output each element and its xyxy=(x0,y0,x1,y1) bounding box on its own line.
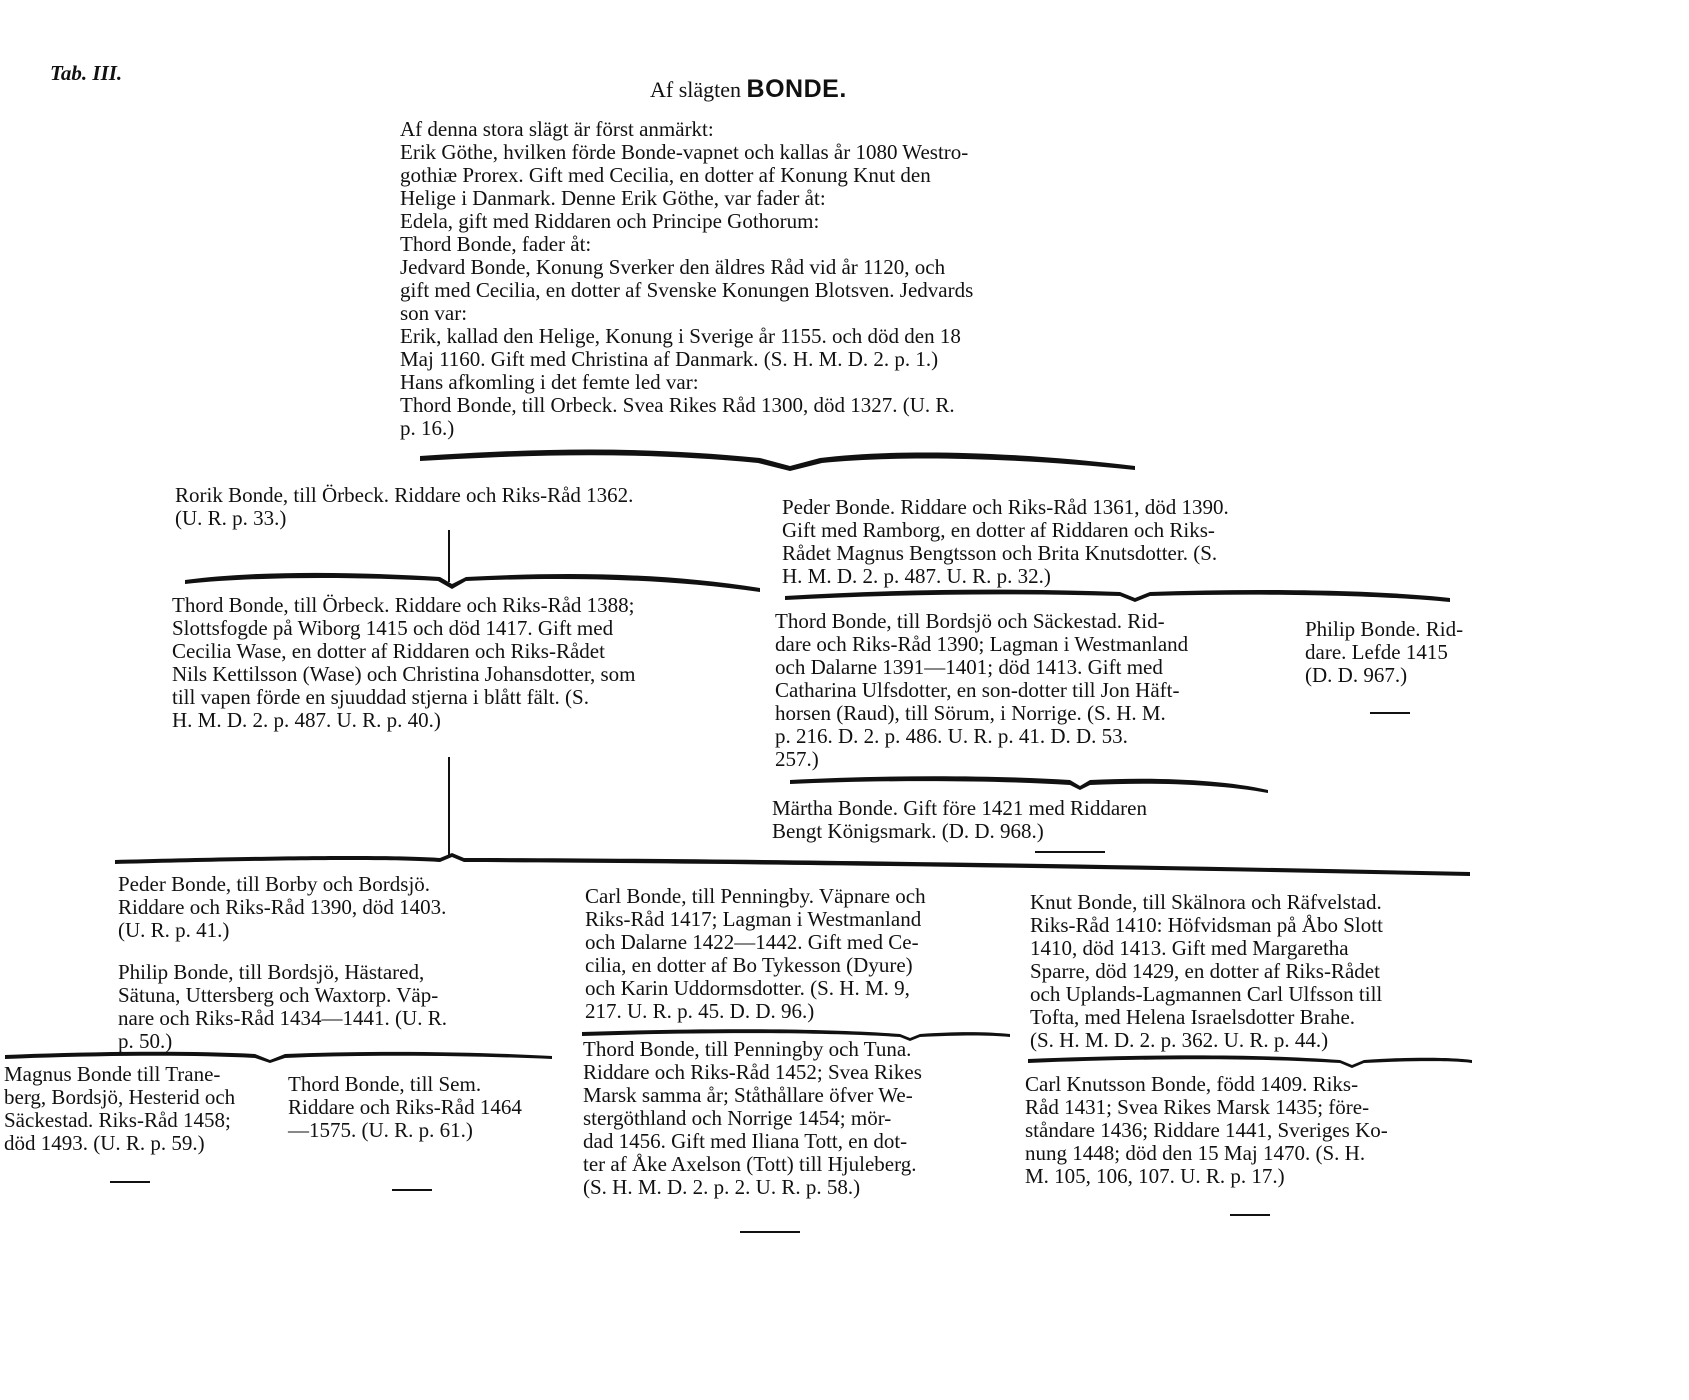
entry-line: Thord Bonde, till Örbeck. Riddare och Riks-Råd 1388; xyxy=(172,593,635,617)
intro-line: gothiæ Prorex. Gift med Cecilia, en dotter af Konung Knut den xyxy=(400,163,931,187)
entry-carl-bonde xyxy=(585,885,1005,1023)
intro-line: Maj 1160. Gift med Christina af Danmark. (S. H. M. D. 2. p. 1.) xyxy=(400,347,939,371)
entry-line: cilia, en dotter af Bo Tykesson (Dyure) xyxy=(585,953,913,977)
entry-line: 257.) xyxy=(775,747,819,771)
entry-line: nung 1448; död den 15 Maj 1470. (S. H. xyxy=(1025,1141,1366,1165)
entry-line: Philip Bonde, till Bordsjö, Hästared, xyxy=(118,960,425,984)
entry-line: Sparre, död 1429, en dotter af Riks-Rådet xyxy=(1030,959,1380,983)
entry-philip-bonde-bordsjo xyxy=(118,961,508,1053)
brace-thord-bordsjo xyxy=(790,776,1268,793)
entry-line: berg, Bordsjö, Hesterid och xyxy=(4,1085,236,1109)
entry-line: (S. H. M. D. 2. p. 2. U. R. p. 58.) xyxy=(583,1175,861,1199)
entry-line: p. 50.) xyxy=(118,1029,173,1053)
entry-line: dare. Lefde 1415 xyxy=(1305,640,1448,664)
entry-line: Marsk samma år; Ståthållare öfver We- xyxy=(583,1083,913,1107)
entry-line: Peder Bonde, till Borby och Bordsjö. xyxy=(118,872,431,896)
entry-carl-knutsson-bonde xyxy=(1025,1073,1470,1188)
entry-line: Carl Bonde, till Penningby. Väpnare och xyxy=(585,884,926,908)
intro-line: Af denna stora slägt är först anmärkt: xyxy=(400,117,714,141)
entry-line: Carl Knutsson Bonde, född 1409. Riks- xyxy=(1025,1072,1359,1096)
entry-line: Thord Bonde, till Penningby och Tuna. xyxy=(583,1037,912,1061)
entry-rorik-bonde xyxy=(175,484,755,530)
entry-line: horsen (Raud), till Sörum, i Norrige. (S. H. M. xyxy=(775,701,1166,725)
entry-thord-bonde-tuna xyxy=(583,1038,998,1199)
entry-line: —1575. (U. R. p. 61.) xyxy=(288,1118,473,1142)
intro-line: son var: xyxy=(400,301,468,325)
brace-rorik xyxy=(185,573,760,592)
intro-line: Helige i Danmark. Denne Erik Göthe, var fader åt: xyxy=(400,186,826,210)
entry-line: stergöthland och Norrige 1454; mör- xyxy=(583,1106,892,1130)
brace-knut xyxy=(1028,1055,1472,1068)
entry-line: Gift med Ramborg, en dotter af Riddaren och Riks- xyxy=(782,518,1215,542)
entry-magnus-bonde xyxy=(4,1063,266,1155)
intro-line: Erik Göthe, hvilken förde Bonde-vapnet och kallas år 1080 Westro- xyxy=(400,140,969,164)
entry-line: ter af Åke Axelson (Tott) till Hjuleberg. xyxy=(583,1152,917,1176)
entry-line: dad 1456. Gift med Iliana Tott, en dot- xyxy=(583,1129,908,1153)
entry-line: dare och Riks-Råd 1390; Lagman i Westmanland xyxy=(775,632,1189,656)
intro-line: Thord Bonde, till Orbeck. Svea Rikes Råd 1300, död 1327. (U. R. xyxy=(400,393,955,417)
entry-line: Cecilia Wase, en dotter af Riddaren och Riks-Rådet xyxy=(172,639,605,663)
intro-line: Jedvard Bonde, Konung Sverker den äldres Råd vid år 1120, och xyxy=(400,255,946,279)
entry-line: (U. R. p. 33.) xyxy=(175,506,287,530)
entry-line: (S. H. M. D. 2. p. 362. U. R. p. 44.) xyxy=(1030,1028,1329,1052)
entry-thord-bonde-bordsjo xyxy=(775,610,1275,771)
entry-line: Catharina Ulfsdotter, en son-dotter till Jon Häft- xyxy=(775,678,1180,702)
entry-line: död 1493. (U. R. p. 59.) xyxy=(4,1131,205,1155)
entry-line: H. M. D. 2. p. 487. U. R. p. 32.) xyxy=(782,564,1051,588)
entry-line: M. 105, 106, 107. U. R. p. 17.) xyxy=(1025,1164,1285,1188)
title-family: BONDE. xyxy=(746,75,847,103)
entry-line: Tofta, med Helena Israelsdotter Brahe. xyxy=(1030,1005,1356,1029)
entry-line: Riks-Råd 1410: Höfvidsman på Åbo Slott xyxy=(1030,913,1383,937)
entry-line: 217. U. R. p. 45. D. D. 96.) xyxy=(585,999,815,1023)
entry-thord-bonde-sem xyxy=(288,1073,556,1142)
intro-block xyxy=(400,118,1130,440)
entry-line: nare och Riks-Råd 1434—1441. (U. R. xyxy=(118,1006,447,1030)
entry-thord-bonde-orbeck xyxy=(172,594,732,732)
entry-philip-bonde-1415 xyxy=(1305,618,1495,687)
entry-line: och Uplands-Lagmannen Carl Ulfsson till xyxy=(1030,982,1383,1006)
intro-line: Thord Bonde, fader åt: xyxy=(400,232,592,256)
entry-line: Slottsfogde på Wiborg 1415 och död 1417. Gift med xyxy=(172,616,614,640)
entry-line: Rådet Magnus Bengtsson och Brita Knutsdotter. (S. xyxy=(782,541,1218,565)
entry-line: H. M. D. 2. p. 487. U. R. p. 40.) xyxy=(172,708,441,732)
entry-line: Riddare och Riks-Råd 1390, död 1403. xyxy=(118,895,447,919)
entry-line: Thord Bonde, till Sem. xyxy=(288,1072,482,1096)
entry-line: till vapen förde en sjuuddad stjerna i blått fält. (S. xyxy=(172,685,589,709)
intro-line: Erik, kallad den Helige, Konung i Sverige år 1155. och död den 18 xyxy=(400,324,961,348)
entry-line: Sätuna, Uttersberg och Waxtorp. Väp- xyxy=(118,983,439,1007)
entry-line: (U. R. p. 41.) xyxy=(118,918,230,942)
intro-line: gift med Cecilia, en dotter af Svenske Konungen Blotsven. Jedvards xyxy=(400,278,974,302)
entry-line: Märtha Bonde. Gift före 1421 med Riddaren xyxy=(772,796,1147,820)
entry-line: Thord Bonde, till Bordsjö och Säckestad. Rid- xyxy=(775,609,1165,633)
intro-line: Hans afkomling i det femte led var: xyxy=(400,370,699,394)
entry-line: 1410, död 1413. Gift med Margaretha xyxy=(1030,936,1349,960)
intro-line: Edela, gift med Riddaren och Principe Gothorum: xyxy=(400,209,820,233)
table-label: Tab. III. xyxy=(50,61,123,85)
entry-line: och Karin Uddormsdotter. (S. H. M. 9, xyxy=(585,976,910,1000)
entry-martha-bonde xyxy=(772,797,1272,843)
entry-line: Rorik Bonde, till Örbeck. Riddare och Riks-Råd 1362. xyxy=(175,483,634,507)
entry-line: Philip Bonde. Rid- xyxy=(1305,617,1464,641)
entry-peder-bonde-1361 xyxy=(782,496,1342,588)
entry-knut-bonde xyxy=(1030,891,1470,1052)
entry-line: Riddare och Riks-Råd 1464 xyxy=(288,1095,522,1119)
entry-line: Knut Bonde, till Skälnora och Räfvelstad. xyxy=(1030,890,1382,914)
entry-line: (D. D. 967.) xyxy=(1305,663,1408,687)
entry-peder-bonde-borby xyxy=(118,873,508,942)
entry-line: p. 216. D. 2. p. 486. U. R. p. 41. D. D. 53. xyxy=(775,724,1128,748)
entry-line: och Dalarne 1422—1442. Gift med Ce- xyxy=(585,930,919,954)
entry-line: Råd 1431; Svea Rikes Marsk 1435; före- xyxy=(1025,1095,1370,1119)
entry-line: Peder Bonde. Riddare och Riks-Råd 1361, död 1390. xyxy=(782,495,1229,519)
title-prefix: Af slägten xyxy=(650,77,742,102)
intro-line: p. 16.) xyxy=(400,416,455,440)
entry-line: ståndare 1436; Riddare 1441, Sveriges Ko- xyxy=(1025,1118,1388,1142)
entry-line: Riks-Råd 1417; Lagman i Westmanland xyxy=(585,907,922,931)
entry-line: Magnus Bonde till Trane- xyxy=(4,1062,221,1086)
brace-intro xyxy=(420,450,1135,472)
entry-line: och Dalarne 1391—1401; död 1413. Gift med xyxy=(775,655,1163,679)
brace-peder xyxy=(785,590,1450,602)
entry-line: Säckestad. Riks-Råd 1458; xyxy=(4,1108,231,1132)
entry-line: Bengt Königsmark. (D. D. 968.) xyxy=(772,819,1044,843)
entry-line: Riddare och Riks-Råd 1452; Svea Rikes xyxy=(583,1060,922,1084)
entry-line: Nils Kettilsson (Wase) och Christina Johansdotter, som xyxy=(172,662,636,686)
